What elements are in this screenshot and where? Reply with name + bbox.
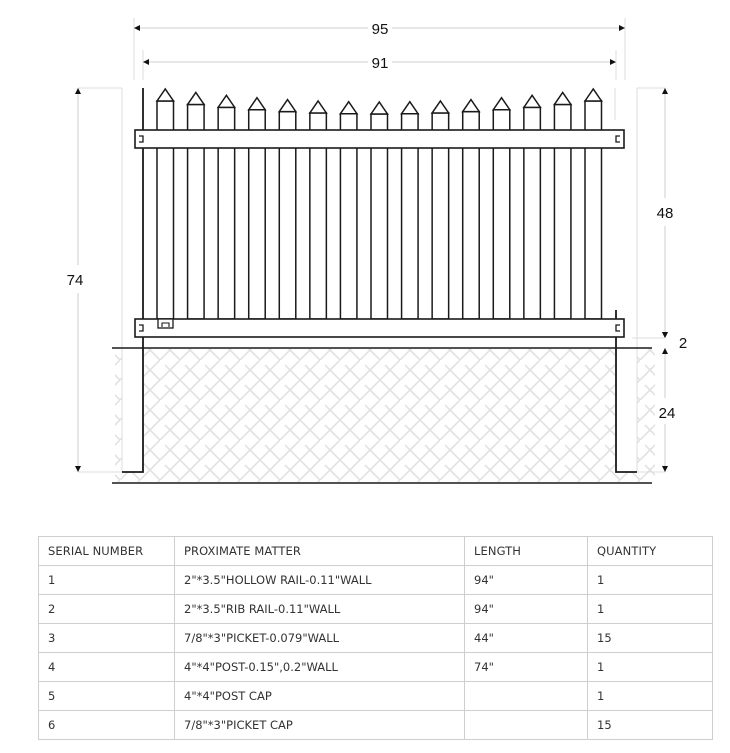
picket-cap <box>554 92 571 104</box>
picket-cap <box>371 102 388 114</box>
dim-overall-width: 95 <box>371 21 389 38</box>
cell-matter: 2"*3.5"HOLLOW RAIL-0.11"WALL <box>175 566 465 595</box>
picket-cap <box>432 101 449 113</box>
picket-cap <box>585 89 602 101</box>
ground-area <box>115 349 655 482</box>
dim-above-ground: 48 <box>656 205 674 222</box>
cell-serial: 1 <box>39 566 175 595</box>
picket-cap <box>157 89 174 101</box>
dim-gap: 2 <box>678 335 688 352</box>
dim-total-height: 74 <box>66 272 84 289</box>
cell-quantity: 1 <box>588 595 713 624</box>
picket-cap <box>463 100 480 112</box>
pickets <box>157 89 602 319</box>
header-proximate-matter: PROXIMATE MATTER <box>175 537 465 566</box>
cell-matter: 4"*4"POST-0.15",0.2"WALL <box>175 653 465 682</box>
dim-in-ground: 24 <box>658 405 676 422</box>
picket-cap <box>279 100 296 112</box>
cell-serial: 6 <box>39 711 175 740</box>
top-rail <box>135 130 624 148</box>
cell-quantity: 15 <box>588 711 713 740</box>
cell-length: 94" <box>465 566 588 595</box>
table-row <box>39 682 713 711</box>
table-row <box>39 653 713 682</box>
cell-quantity: 1 <box>588 682 713 711</box>
table-row <box>39 711 713 740</box>
picket-cap <box>188 92 205 104</box>
picket-cap <box>249 98 266 110</box>
cell-matter: 4"*4"POST CAP <box>175 682 465 711</box>
cell-serial: 3 <box>39 624 175 653</box>
header-length: LENGTH <box>465 537 588 566</box>
bottom-rail <box>135 319 624 337</box>
bill-of-materials-table <box>38 536 713 740</box>
picket-cap <box>310 101 327 113</box>
cell-length: 44" <box>465 624 588 653</box>
header-quantity: QUANTITY <box>588 537 713 566</box>
cell-length: 74" <box>465 653 588 682</box>
cell-length <box>465 682 588 711</box>
header-serial-number: SERIAL NUMBER <box>39 537 175 566</box>
cell-quantity: 1 <box>588 566 713 595</box>
cell-matter: 7/8"*3"PICKET CAP <box>175 711 465 740</box>
cell-matter: 7/8"*3"PICKET-0.079"WALL <box>175 624 465 653</box>
table-row <box>39 566 713 595</box>
picket-cap <box>218 95 235 107</box>
picket-cap <box>402 102 419 114</box>
picket-cap <box>340 102 357 114</box>
dim-inner-width: 91 <box>371 55 389 72</box>
picket-cap <box>493 98 510 110</box>
cell-serial: 4 <box>39 653 175 682</box>
table-row <box>39 624 713 653</box>
table-row <box>39 595 713 624</box>
cell-length <box>465 711 588 740</box>
table-header-row <box>39 537 713 566</box>
picket-cap <box>524 95 541 107</box>
cell-quantity: 15 <box>588 624 713 653</box>
cell-matter: 2"*3.5"RIB RAIL-0.11"WALL <box>175 595 465 624</box>
cell-serial: 5 <box>39 682 175 711</box>
cell-serial: 2 <box>39 595 175 624</box>
cell-quantity: 1 <box>588 653 713 682</box>
cell-length: 94" <box>465 595 588 624</box>
